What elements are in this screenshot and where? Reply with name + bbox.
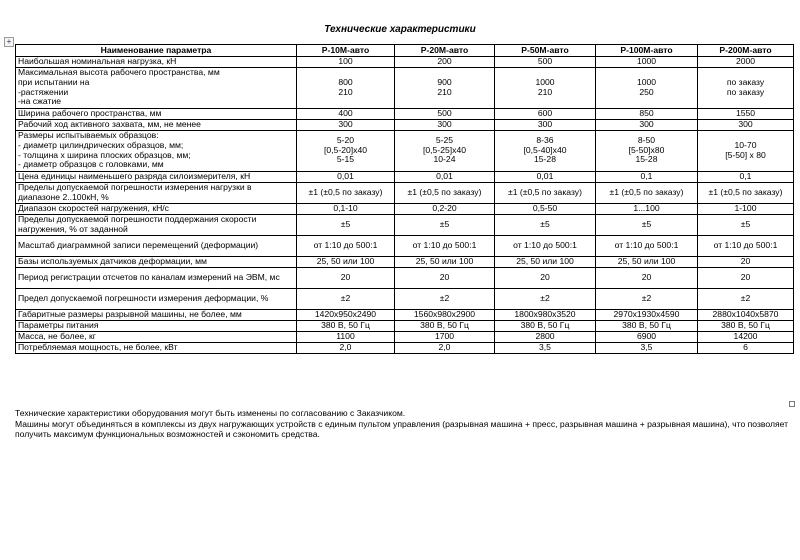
value-cell: 800 210 bbox=[297, 67, 395, 108]
value-cell: ±1 (±0,5 по заказу) bbox=[395, 182, 495, 203]
parameter-name-cell: Потребляемая мощность, не более, кВт bbox=[16, 342, 297, 353]
value-cell: ±5 bbox=[495, 214, 596, 235]
value-cell: 1700 bbox=[395, 331, 495, 342]
header-parameter-name: Наименование параметра bbox=[16, 45, 297, 57]
value-cell: 850 bbox=[596, 108, 698, 119]
value-cell: 3,5 bbox=[495, 342, 596, 353]
parameter-name-cell: Масса, не более, кг bbox=[16, 331, 297, 342]
value-cell: 2,0 bbox=[395, 342, 495, 353]
value-cell: 20 bbox=[698, 256, 794, 267]
parameter-name-cell: Пределы допускаемой погрешности измерения нагрузки в диапазоне 2..100кН, % bbox=[16, 182, 297, 203]
table-resize-handle[interactable] bbox=[789, 401, 795, 407]
value-cell: 6 bbox=[698, 342, 794, 353]
parameter-name-cell: Масштаб диаграммной записи перемещений (деформации) bbox=[16, 235, 297, 256]
value-cell: 20 bbox=[495, 267, 596, 288]
parameter-name-cell: Предел допускаемой погрешности измерения деформации, % bbox=[16, 288, 297, 309]
parameter-name-cell: Период регистрации отсчетов по каналам измерений на ЭВМ, мс bbox=[16, 267, 297, 288]
value-cell: 2800 bbox=[495, 331, 596, 342]
value-cell: ±1 (±0,5 по заказу) bbox=[596, 182, 698, 203]
value-cell: 500 bbox=[495, 57, 596, 68]
value-cell: 10-70 [5-50] х 80 bbox=[698, 130, 794, 171]
table-row bbox=[16, 67, 794, 108]
value-cell: от 1:10 до 500:1 bbox=[395, 235, 495, 256]
table-row bbox=[16, 171, 794, 182]
table-row bbox=[16, 320, 794, 331]
value-cell: 0,1 bbox=[698, 171, 794, 182]
table-row bbox=[16, 57, 794, 68]
value-cell: 20 bbox=[297, 267, 395, 288]
header-model-r50m: Р-50М-авто bbox=[495, 45, 596, 57]
table-row bbox=[16, 309, 794, 320]
header-model-r20m: Р-20М-авто bbox=[395, 45, 495, 57]
value-cell: 20 bbox=[698, 267, 794, 288]
value-cell: 380 В, 50 Гц bbox=[495, 320, 596, 331]
value-cell: 1560x980x2900 bbox=[395, 309, 495, 320]
parameter-name-cell: Базы используемых датчиков деформации, мм bbox=[16, 256, 297, 267]
value-cell: 3,5 bbox=[596, 342, 698, 353]
table-row bbox=[16, 130, 794, 171]
value-cell: ±2 bbox=[495, 288, 596, 309]
value-cell: 2880x1040x5870 bbox=[698, 309, 794, 320]
value-cell: 200 bbox=[395, 57, 495, 68]
value-cell: 25, 50 или 100 bbox=[596, 256, 698, 267]
value-cell: по заказу по заказу bbox=[698, 67, 794, 108]
value-cell: от 1:10 до 500:1 bbox=[297, 235, 395, 256]
parameter-name-cell: Диапазон скоростей нагружения, кН/с bbox=[16, 203, 297, 214]
value-cell: 1...100 bbox=[596, 203, 698, 214]
value-cell: 380 В, 50 Гц bbox=[297, 320, 395, 331]
value-cell: ±1 (±0,5 по заказу) bbox=[495, 182, 596, 203]
value-cell: 400 bbox=[297, 108, 395, 119]
value-cell: 100 bbox=[297, 57, 395, 68]
header-model-r10m: Р-10М-авто bbox=[297, 45, 395, 57]
parameter-name-cell: Пределы допускаемой погрешности поддержания скорости нагружения, % от заданной bbox=[16, 214, 297, 235]
value-cell: 0,01 bbox=[495, 171, 596, 182]
value-cell: 1420x950x2490 bbox=[297, 309, 395, 320]
value-cell: ±2 bbox=[596, 288, 698, 309]
table-row bbox=[16, 108, 794, 119]
notes-block bbox=[15, 408, 790, 440]
value-cell: 1000 210 bbox=[495, 67, 596, 108]
value-cell: 1000 250 bbox=[596, 67, 698, 108]
value-cell: 25, 50 или 100 bbox=[297, 256, 395, 267]
value-cell: 0,1-10 bbox=[297, 203, 395, 214]
value-cell: 380 В, 50 Гц bbox=[395, 320, 495, 331]
parameter-name-cell: Максимальная высота рабочего пространства, мм при испытании на -растяжении -на сжатие bbox=[16, 67, 297, 108]
note-paragraph: Машины могут объединяться в комплексы из двух нагружающих устройств с единым пультом управления (разрывная машина + пресс, разрывная машина + разрывная машина), что позволяет получить максимум функциональных возможностей и сэкономить средства. bbox=[15, 418, 789, 439]
value-cell: ±5 bbox=[297, 214, 395, 235]
value-cell: 2000 bbox=[698, 57, 794, 68]
value-cell: 380 В, 50 Гц bbox=[698, 320, 794, 331]
note-paragraph: Технические характеристики оборудования могут быть изменены по согласованию с Заказчиком. bbox=[15, 408, 406, 418]
value-cell: ±2 bbox=[395, 288, 495, 309]
value-cell: 1000 bbox=[596, 57, 698, 68]
table-row bbox=[16, 288, 794, 309]
value-cell: 0,5-50 bbox=[495, 203, 596, 214]
value-cell: 5-25 [0,5-25]х40 10-24 bbox=[395, 130, 495, 171]
value-cell: 0,1 bbox=[596, 171, 698, 182]
value-cell: 1550 bbox=[698, 108, 794, 119]
value-cell: 8-50 [5-50]х80 15-28 bbox=[596, 130, 698, 171]
header-model-r100m: Р-100М-авто bbox=[596, 45, 698, 57]
parameter-name-cell: Ширина рабочего пространства, мм bbox=[16, 108, 297, 119]
value-cell: 300 bbox=[596, 119, 698, 130]
value-cell: 1-100 bbox=[698, 203, 794, 214]
value-cell: 20 bbox=[395, 267, 495, 288]
parameter-name-cell: Габаритные размеры разрывной машины, не более, мм bbox=[16, 309, 297, 320]
value-cell: 0,01 bbox=[395, 171, 495, 182]
table-row bbox=[16, 119, 794, 130]
value-cell: 500 bbox=[395, 108, 495, 119]
value-cell: от 1:10 до 500:1 bbox=[495, 235, 596, 256]
table-row bbox=[16, 235, 794, 256]
value-cell: 300 bbox=[698, 119, 794, 130]
specifications-table bbox=[15, 44, 794, 354]
value-cell: 300 bbox=[297, 119, 395, 130]
table-row bbox=[16, 342, 794, 353]
value-cell: ±2 bbox=[698, 288, 794, 309]
table-row bbox=[16, 182, 794, 203]
value-cell: ±5 bbox=[596, 214, 698, 235]
value-cell: 600 bbox=[495, 108, 596, 119]
table-row bbox=[16, 331, 794, 342]
table-header-row bbox=[16, 45, 794, 57]
document-title: Технические характеристики bbox=[324, 24, 476, 35]
value-cell: 1800x980x3520 bbox=[495, 309, 596, 320]
value-cell: 25, 50 или 100 bbox=[395, 256, 495, 267]
value-cell: ±2 bbox=[297, 288, 395, 309]
value-cell: от 1:10 до 500:1 bbox=[596, 235, 698, 256]
value-cell: 300 bbox=[495, 119, 596, 130]
value-cell: 0,2-20 bbox=[395, 203, 495, 214]
parameter-name-cell: Наибольшая номинальная нагрузка, кН bbox=[16, 57, 297, 68]
parameter-name-cell: Параметры питания bbox=[16, 320, 297, 331]
parameter-name-cell: Размеры испытываемых образцов: - диаметр цилиндрических образцов, мм; - толщина х ширина плоских образцов, мм; - диаметр образцов с головками, мм bbox=[16, 130, 297, 171]
value-cell: 900 210 bbox=[395, 67, 495, 108]
value-cell: 300 bbox=[395, 119, 495, 130]
value-cell: ±5 bbox=[698, 214, 794, 235]
table-row bbox=[16, 203, 794, 214]
value-cell: 14200 bbox=[698, 331, 794, 342]
value-cell: 380 В, 50 Гц bbox=[596, 320, 698, 331]
value-cell: 8-36 [0,5-40]х40 15-28 bbox=[495, 130, 596, 171]
value-cell: 2,0 bbox=[297, 342, 395, 353]
table-move-handle-icon[interactable]: + bbox=[4, 37, 14, 47]
table-row bbox=[16, 267, 794, 288]
parameter-name-cell: Рабочий ход активного захвата, мм, не менее bbox=[16, 119, 297, 130]
table-row bbox=[16, 256, 794, 267]
value-cell: ±5 bbox=[395, 214, 495, 235]
value-cell: ±1 (±0,5 по заказу) bbox=[297, 182, 395, 203]
value-cell: 6900 bbox=[596, 331, 698, 342]
value-cell: ±1 (±0,5 по заказу) bbox=[698, 182, 794, 203]
value-cell: 5-20 [0,5-20]х40 5-15 bbox=[297, 130, 395, 171]
header-model-r200m: Р-200М-авто bbox=[698, 45, 794, 57]
value-cell: 0,01 bbox=[297, 171, 395, 182]
parameter-name-cell: Цена единицы наименьшего разряда силоизмерителя, кН bbox=[16, 171, 297, 182]
value-cell: 2970x1930x4590 bbox=[596, 309, 698, 320]
value-cell: 25, 50 или 100 bbox=[495, 256, 596, 267]
table-row bbox=[16, 214, 794, 235]
value-cell: 20 bbox=[596, 267, 698, 288]
value-cell: 1100 bbox=[297, 331, 395, 342]
value-cell: от 1:10 до 500:1 bbox=[698, 235, 794, 256]
